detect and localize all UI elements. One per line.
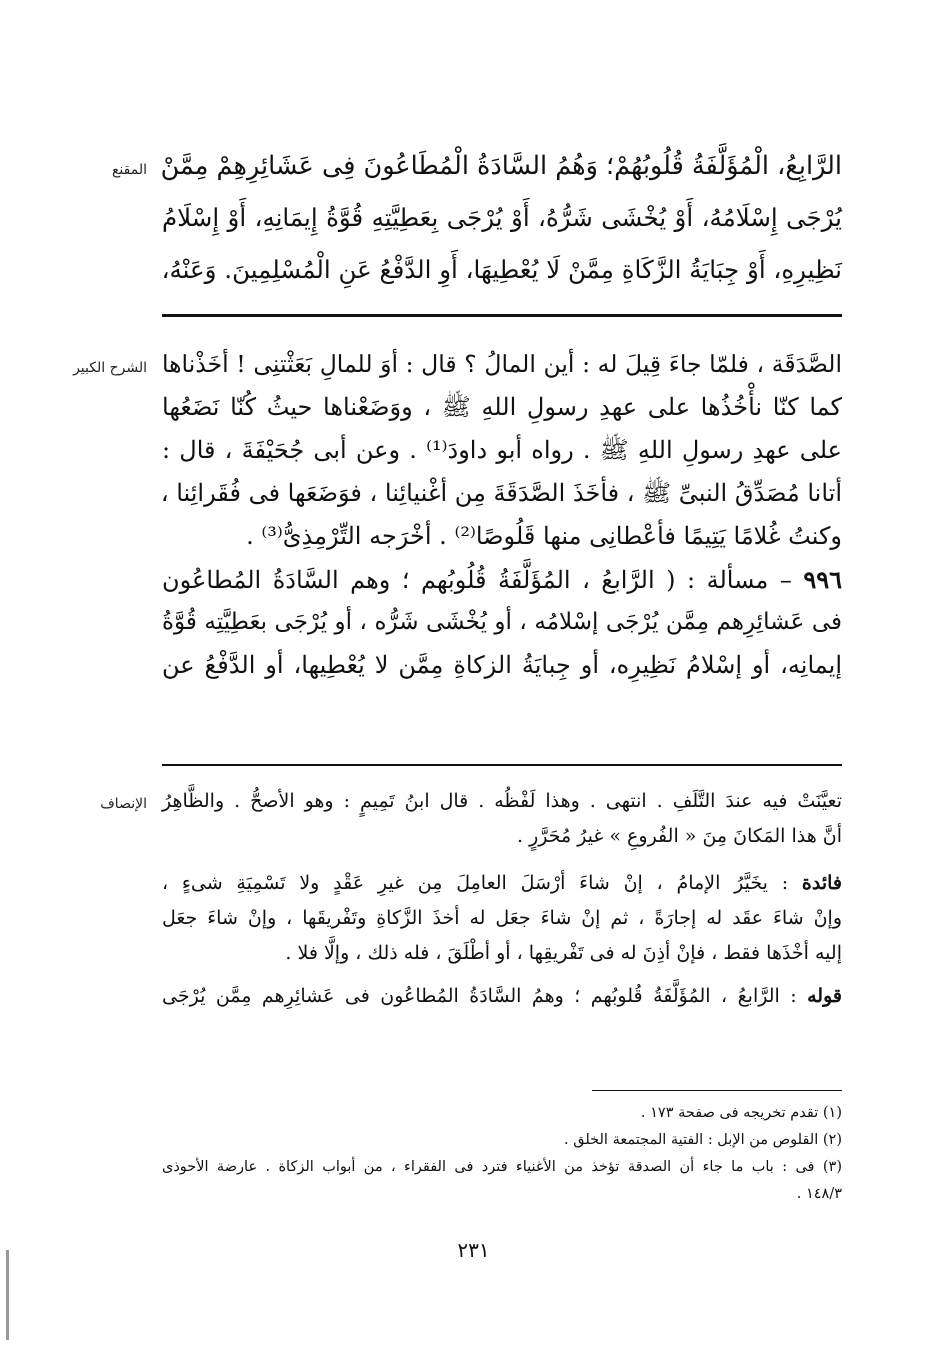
- issue-heading-line: [162, 558, 842, 601]
- footnote: (٢) القلوص من الإبل : الفتية المجتمعة الخلق .: [564, 1132, 842, 1148]
- mughni-line: الرَّابِعُ، الْمُؤَلَّفَةُ قُلُوبُهُمْ؛ وَهُمُ السَّادَةُ الْمُطَاعُونَ فِى عَشَائِرِهِمْ مِمَّنْ: [160, 151, 842, 181]
- mughni-text: [162, 140, 842, 296]
- faida-word: فائدة: [801, 872, 842, 894]
- sharh-line: كما كنّا نأْخُذُها على عهدِ رسولِ اللهِ ﷺ ، ووَضَعْناها حيثُ كُنّا نَضَعُها: [162, 393, 842, 421]
- qawluh-text: : الرَّابعُ ، المُؤَلَّفَةُ قُلوبُهم ؛ وهمُ السَّادَةُ المُطاعُون فى عَشائِرِهم مِمَّن يُرْجَى: [162, 985, 808, 1007]
- faida-line: [162, 866, 842, 901]
- section-divider: [162, 764, 842, 766]
- sharh-line: الصَّدَقَة ، فلمّا جاءَ قِيلَ له : أين المالُ ؟ قال : أوَ للمالِ بَعَثْتنِى ! أخَذْناها: [162, 350, 842, 378]
- sharh-line: فى عَشائِرِهم مِمَّن يُرْجَى إسْلامُه ، أو يُخْشَى شَرُّه ، أو يُرْجَى بعَطِيَّتِه قُوَّةُ: [162, 609, 842, 635]
- qawluh-word: قوله: [807, 985, 842, 1007]
- scan-edge-mark: [6, 1250, 9, 1340]
- faida-text: : يخَيَّرُ الإمامُ ، إنْ شاءَ أرْسَلَ العامِلَ مِن غيرِ عَقْدٍ ولا تَسْمِيَةِ شىءٍ ،: [162, 872, 802, 894]
- sharh-line: على عهدِ رسولِ اللهِ ﷺ . رواه أبو داودَ⁽¹⁾ . وعن أبى جُحَيْفَةَ ، قال :: [162, 436, 842, 464]
- sharh-line: إيمانِه، أو إسْلامُ نَظِيرِه، أو جِبايَةُ الزكاةِ مِمَّن لا يُعْطِيها، أو الدَّفْعُ عن: [162, 651, 842, 679]
- sharh-line: أتانا مُصَدِّقُ النبىِّ ﷺ ، فأخَذَ الصَّدَقَةَ مِن أغْنيائِنا ، فوَضَعَها فى فُقَرائِنا ،: [160, 479, 842, 507]
- footnote: (١) تقدم تخريجه فى صفحة ١٧٣ .: [640, 1105, 842, 1121]
- sharh-text: [162, 343, 842, 687]
- section-label-mughni: المقنع: [111, 162, 147, 178]
- footnotes: [162, 1100, 842, 1208]
- qawluh-line: [162, 979, 842, 1014]
- section-label-insaf: الإنصاف: [100, 796, 147, 812]
- sharh-line: وكنتُ غُلامًا يَتِيمًا فأعْطانِى منها قَلُوصًا⁽²⁾ . أخْرَجه التِّرْمِذِىُّ⁽³⁾ .: [246, 522, 842, 550]
- issue-number: ٩٩٦: [803, 565, 842, 594]
- footnote: ١٤٨/٣ .: [796, 1186, 842, 1202]
- insaf-text: [162, 784, 842, 1014]
- page-number: ٢٣١: [457, 1238, 490, 1262]
- issue-text: – مسألة : ( الرَّابعُ ، المُؤَلَّفَةُ قُلُوبُهم ؛ وهم السَّادَةُ المُطاعُون: [162, 566, 804, 594]
- footnote: (٣) فى : باب ما جاء أن الصدقة تؤخذ من الأغنياء فترد فى الفقراء ، من أبواب الزكاة . عارضة الأحوذى: [162, 1159, 842, 1175]
- insaf-line: تعيَّنَتْ فيه عندَ التَّلَفِ . انتهى . وهذا لَفْظُه . قال ابنُ تَمِيمٍ : وهو الأصحُّ . والظَّاهِرُ: [162, 790, 842, 812]
- insaf-line: أنَّ هذا المَكانَ مِنَ « الفُروعِ » غيرُ مُحَرَّرٍ .: [516, 825, 842, 847]
- section-divider: [162, 314, 842, 317]
- insaf-line: وإنْ شاءَ عقَد له إجارَةً ، ثم إنْ شاءَ جعَل له أخذَ الزَّكاةِ وتَفْريقَها ، وإنْ شاءَ جعَل: [162, 907, 842, 929]
- section-label-sharh: الشرح الكبير: [73, 360, 147, 376]
- insaf-line: إليه أخْذَها فقط ، فإنْ أذِنَ له فى تَفْريقِها ، أو أطْلَقَ ، فله ذلك ، وإلَّا فلا .: [285, 942, 842, 964]
- footnote-divider: [592, 1090, 842, 1091]
- mughni-line: نَظِيرِهِ، أَوْ جِبَايَةُ الزَّكَاةِ مِمَّنْ لَا يُعْطِيهَا، أَوِ الدَّفْعُ عَنِ الْمُسْلِمِينَ. وَعَنْهُ،: [161, 255, 842, 284]
- mughni-line: يُرْجَى إِسْلَامُهُ، أَوْ يُخْشَى شَرُّهُ، أَوْ يُرْجَى بِعَطِيَّتِهِ قُوَّةُ إِيمَانِهِ، أَوْ إِسْلَامُ: [162, 203, 842, 232]
